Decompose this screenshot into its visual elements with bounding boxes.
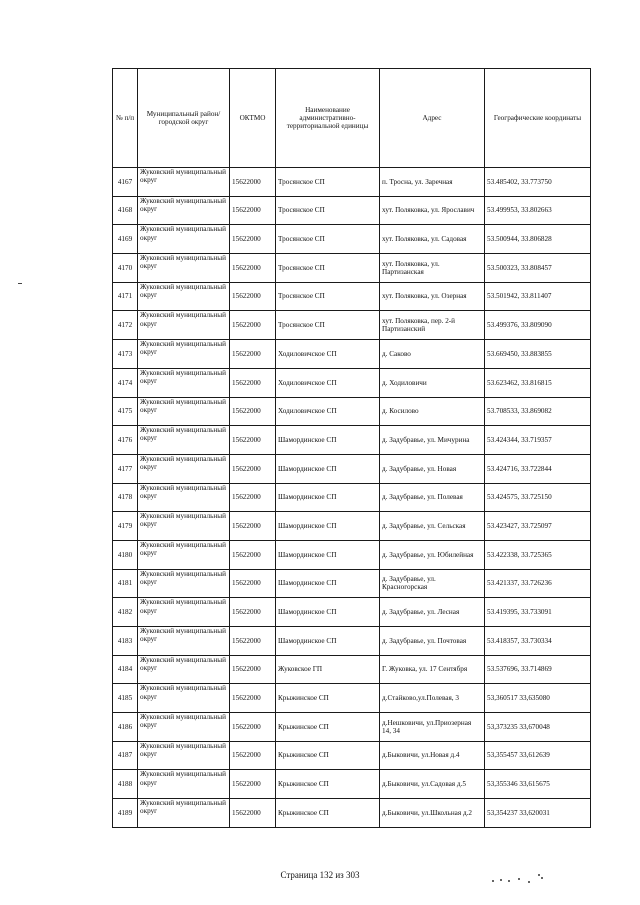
address: д. Задубравье, ул. Юбилейная xyxy=(380,540,485,569)
district-name: Жуковский муниципальный округ xyxy=(138,655,230,684)
table-row xyxy=(113,368,591,397)
table-row xyxy=(113,713,591,742)
address: д.Быковичи, ул.Школьная д.2 xyxy=(380,799,485,828)
address: д. Задубравье, ул. Лесная xyxy=(380,598,485,627)
row-number: 4167 xyxy=(113,168,138,197)
oktmo-code: 15622000 xyxy=(230,397,276,426)
table-row xyxy=(113,282,591,311)
row-number: 4169 xyxy=(113,225,138,254)
district-name: Жуковский муниципальный округ xyxy=(138,340,230,369)
coordinates: 53.501942, 33.811407 xyxy=(485,282,591,311)
coordinates: 53.422338, 33.725365 xyxy=(485,540,591,569)
header-address: Адрес xyxy=(380,69,485,168)
coordinates: 53,354237 33,620031 xyxy=(485,799,591,828)
district-name: Жуковский муниципальный округ xyxy=(138,799,230,828)
district-name: Жуковский муниципальный округ xyxy=(138,483,230,512)
territorial-unit: Тросянское СП xyxy=(276,254,380,283)
table-row xyxy=(113,426,591,455)
coordinates: 53.623462, 33.816815 xyxy=(485,368,591,397)
table-row xyxy=(113,483,591,512)
table-row xyxy=(113,168,591,197)
table-row xyxy=(113,799,591,828)
coordinates: 53,360517 33,635080 xyxy=(485,684,591,713)
oktmo-code: 15622000 xyxy=(230,799,276,828)
district-name: Жуковский муниципальный округ xyxy=(138,627,230,656)
header-unit: Наименование административно-территориальной единицы xyxy=(276,69,380,168)
row-number: 4183 xyxy=(113,627,138,656)
row-number: 4185 xyxy=(113,684,138,713)
address: д. Задубравье, ул. Почтовая xyxy=(380,627,485,656)
oktmo-code: 15622000 xyxy=(230,627,276,656)
table-row xyxy=(113,741,591,770)
territorial-unit: Тросянское СП xyxy=(276,311,380,340)
row-number: 4168 xyxy=(113,196,138,225)
header-district: Муниципальный район/городской округ xyxy=(138,69,230,168)
district-name: Жуковский муниципальный округ xyxy=(138,282,230,311)
coordinates: 53.421337, 33.726236 xyxy=(485,569,591,598)
row-number: 4179 xyxy=(113,512,138,541)
row-number: 4189 xyxy=(113,799,138,828)
territorial-unit: Шамординское СП xyxy=(276,598,380,627)
table-header-row xyxy=(113,69,591,168)
address: д. Ходиловичи xyxy=(380,368,485,397)
address: хут. Поляковка, пер. 2-й Партизанский xyxy=(380,311,485,340)
coordinates: 53.669450, 33.883855 xyxy=(485,340,591,369)
district-name: Жуковский муниципальный округ xyxy=(138,368,230,397)
row-number: 4186 xyxy=(113,713,138,742)
row-number: 4188 xyxy=(113,770,138,799)
district-name: Жуковский муниципальный округ xyxy=(138,397,230,426)
oktmo-code: 15622000 xyxy=(230,540,276,569)
district-name: Жуковский муниципальный округ xyxy=(138,713,230,742)
territorial-unit: Шамординское СП xyxy=(276,512,380,541)
coordinates: 53.708533, 33.869082 xyxy=(485,397,591,426)
oktmo-code: 15622000 xyxy=(230,282,276,311)
district-name: Жуковский муниципальный округ xyxy=(138,254,230,283)
address: Г. Жуковка, ул. 17 Сентября xyxy=(380,655,485,684)
table-row xyxy=(113,627,591,656)
territorial-unit: Шамординское СП xyxy=(276,483,380,512)
district-name: Жуковский муниципальный округ xyxy=(138,311,230,340)
territorial-unit: Ходиловичское СП xyxy=(276,340,380,369)
address: д. Саково xyxy=(380,340,485,369)
address: хут. Поляковка, ул. Партизанская xyxy=(380,254,485,283)
table-row xyxy=(113,254,591,283)
oktmo-code: 15622000 xyxy=(230,225,276,254)
address: д.Нешковичи, ул.Приозерная 14, 34 xyxy=(380,713,485,742)
oktmo-code: 15622000 xyxy=(230,598,276,627)
table-body xyxy=(113,168,591,828)
address: д. Задубравье, ул. Сельская xyxy=(380,512,485,541)
territorial-unit: Крыжинское СП xyxy=(276,741,380,770)
table-row xyxy=(113,454,591,483)
data-table xyxy=(112,68,591,828)
coordinates: 53.424575, 33.725150 xyxy=(485,483,591,512)
oktmo-code: 15622000 xyxy=(230,569,276,598)
coordinates: 53.424344, 33.719357 xyxy=(485,426,591,455)
oktmo-code: 15622000 xyxy=(230,196,276,225)
table-row xyxy=(113,655,591,684)
territorial-unit: Жуковское ГП xyxy=(276,655,380,684)
address: хут. Поляковка, ул. Озерная xyxy=(380,282,485,311)
territorial-unit: Шамординское СП xyxy=(276,627,380,656)
row-number: 4171 xyxy=(113,282,138,311)
district-name: Жуковский муниципальный округ xyxy=(138,168,230,197)
coordinates: 53,355457 33,612639 xyxy=(485,741,591,770)
page-number: Страница 132 из 303 xyxy=(280,870,360,880)
district-name: Жуковский муниципальный округ xyxy=(138,770,230,799)
territorial-unit: Крыжинское СП xyxy=(276,684,380,713)
territorial-unit: Крыжинское СП xyxy=(276,770,380,799)
territorial-unit: Шамординское СП xyxy=(276,454,380,483)
row-number: 4175 xyxy=(113,397,138,426)
territorial-unit: Тросянское СП xyxy=(276,196,380,225)
oktmo-code: 15622000 xyxy=(230,741,276,770)
territorial-unit: Шамординское СП xyxy=(276,426,380,455)
oktmo-code: 15622000 xyxy=(230,713,276,742)
row-number: 4170 xyxy=(113,254,138,283)
table-row xyxy=(113,196,591,225)
territorial-unit: Тросянское СП xyxy=(276,225,380,254)
table-row xyxy=(113,225,591,254)
table-row xyxy=(113,684,591,713)
address: хут. Поляковка, ул. Садовая xyxy=(380,225,485,254)
row-number: 4174 xyxy=(113,368,138,397)
coordinates: 53.419395, 33.733091 xyxy=(485,598,591,627)
table-row xyxy=(113,397,591,426)
address: д. Задубравье, ул. Красногорская xyxy=(380,569,485,598)
row-number: 4180 xyxy=(113,540,138,569)
coordinates: 53.537696, 33.714869 xyxy=(485,655,591,684)
oktmo-code: 15622000 xyxy=(230,311,276,340)
address: д. Задубравье, ул. Новая xyxy=(380,454,485,483)
address: д. Задубравье, ул. Мичурина xyxy=(380,426,485,455)
district-name: Жуковский муниципальный округ xyxy=(138,196,230,225)
table-row xyxy=(113,569,591,598)
address: д.Быковичи, ул.Садовая д.5 xyxy=(380,770,485,799)
coordinates: 53,355346 33,615675 xyxy=(485,770,591,799)
oktmo-code: 15622000 xyxy=(230,655,276,684)
oktmo-code: 15622000 xyxy=(230,684,276,713)
header-coordinates: Географические координаты xyxy=(485,69,591,168)
district-name: Жуковский муниципальный округ xyxy=(138,426,230,455)
header-number: № п/п xyxy=(113,69,138,168)
oktmo-code: 15622000 xyxy=(230,483,276,512)
coordinates: 53.418357, 33.730334 xyxy=(485,627,591,656)
territorial-unit: Ходиловичское СП xyxy=(276,368,380,397)
table-row xyxy=(113,540,591,569)
coordinates: 53.485402, 33.773750 xyxy=(485,168,591,197)
district-name: Жуковский муниципальный округ xyxy=(138,569,230,598)
territorial-unit: Крыжинское СП xyxy=(276,799,380,828)
address: д. Косилово xyxy=(380,397,485,426)
table-row xyxy=(113,311,591,340)
row-number: 4177 xyxy=(113,454,138,483)
row-number: 4172 xyxy=(113,311,138,340)
territorial-unit: Шамординское СП xyxy=(276,540,380,569)
district-name: Жуковский муниципальный округ xyxy=(138,454,230,483)
address: д. Задубравье, ул. Полевая xyxy=(380,483,485,512)
oktmo-code: 15622000 xyxy=(230,770,276,799)
oktmo-code: 15622000 xyxy=(230,254,276,283)
oktmo-code: 15622000 xyxy=(230,454,276,483)
address: д.Быковичи, ул.Новая д.4 xyxy=(380,741,485,770)
coordinates: 53.499953, 33.802663 xyxy=(485,196,591,225)
row-number: 4178 xyxy=(113,483,138,512)
territorial-unit: Ходиловичское СП xyxy=(276,397,380,426)
address: д.Стайково,ул.Полевая, 3 xyxy=(380,684,485,713)
row-number: 4184 xyxy=(113,655,138,684)
table-row xyxy=(113,512,591,541)
oktmo-code: 15622000 xyxy=(230,168,276,197)
territorial-unit: Крыжинское СП xyxy=(276,713,380,742)
coordinates: 53.499376, 33.809090 xyxy=(485,311,591,340)
coordinates: 53.500323, 33.808457 xyxy=(485,254,591,283)
district-name: Жуковский муниципальный округ xyxy=(138,684,230,713)
territorial-unit: Шамординское СП xyxy=(276,569,380,598)
address: п. Тросна, ул. Заречная xyxy=(380,168,485,197)
table-row xyxy=(113,598,591,627)
oktmo-code: 15622000 xyxy=(230,426,276,455)
district-name: Жуковский муниципальный округ xyxy=(138,512,230,541)
table-row xyxy=(113,770,591,799)
row-number: 4182 xyxy=(113,598,138,627)
row-number: 4173 xyxy=(113,340,138,369)
margin-mark xyxy=(18,283,22,284)
oktmo-code: 15622000 xyxy=(230,340,276,369)
coordinates: 53,373235 33,670048 xyxy=(485,713,591,742)
oktmo-code: 15622000 xyxy=(230,512,276,541)
district-name: Жуковский муниципальный округ xyxy=(138,598,230,627)
district-name: Жуковский муниципальный округ xyxy=(138,540,230,569)
district-name: Жуковский муниципальный округ xyxy=(138,225,230,254)
district-name: Жуковский муниципальный округ xyxy=(138,741,230,770)
table-row xyxy=(113,340,591,369)
oktmo-code: 15622000 xyxy=(230,368,276,397)
coordinates: 53.424716, 33.722844 xyxy=(485,454,591,483)
address: хут. Поляковка, ул. Ярославич xyxy=(380,196,485,225)
territorial-unit: Тросянское СП xyxy=(276,168,380,197)
handwritten-marks xyxy=(488,872,548,886)
row-number: 4181 xyxy=(113,569,138,598)
territorial-unit: Тросянское СП xyxy=(276,282,380,311)
coordinates: 53.500944, 33.806828 xyxy=(485,225,591,254)
header-oktmo: ОКТМО xyxy=(230,69,276,168)
row-number: 4187 xyxy=(113,741,138,770)
row-number: 4176 xyxy=(113,426,138,455)
coordinates: 53.423427, 33.725097 xyxy=(485,512,591,541)
